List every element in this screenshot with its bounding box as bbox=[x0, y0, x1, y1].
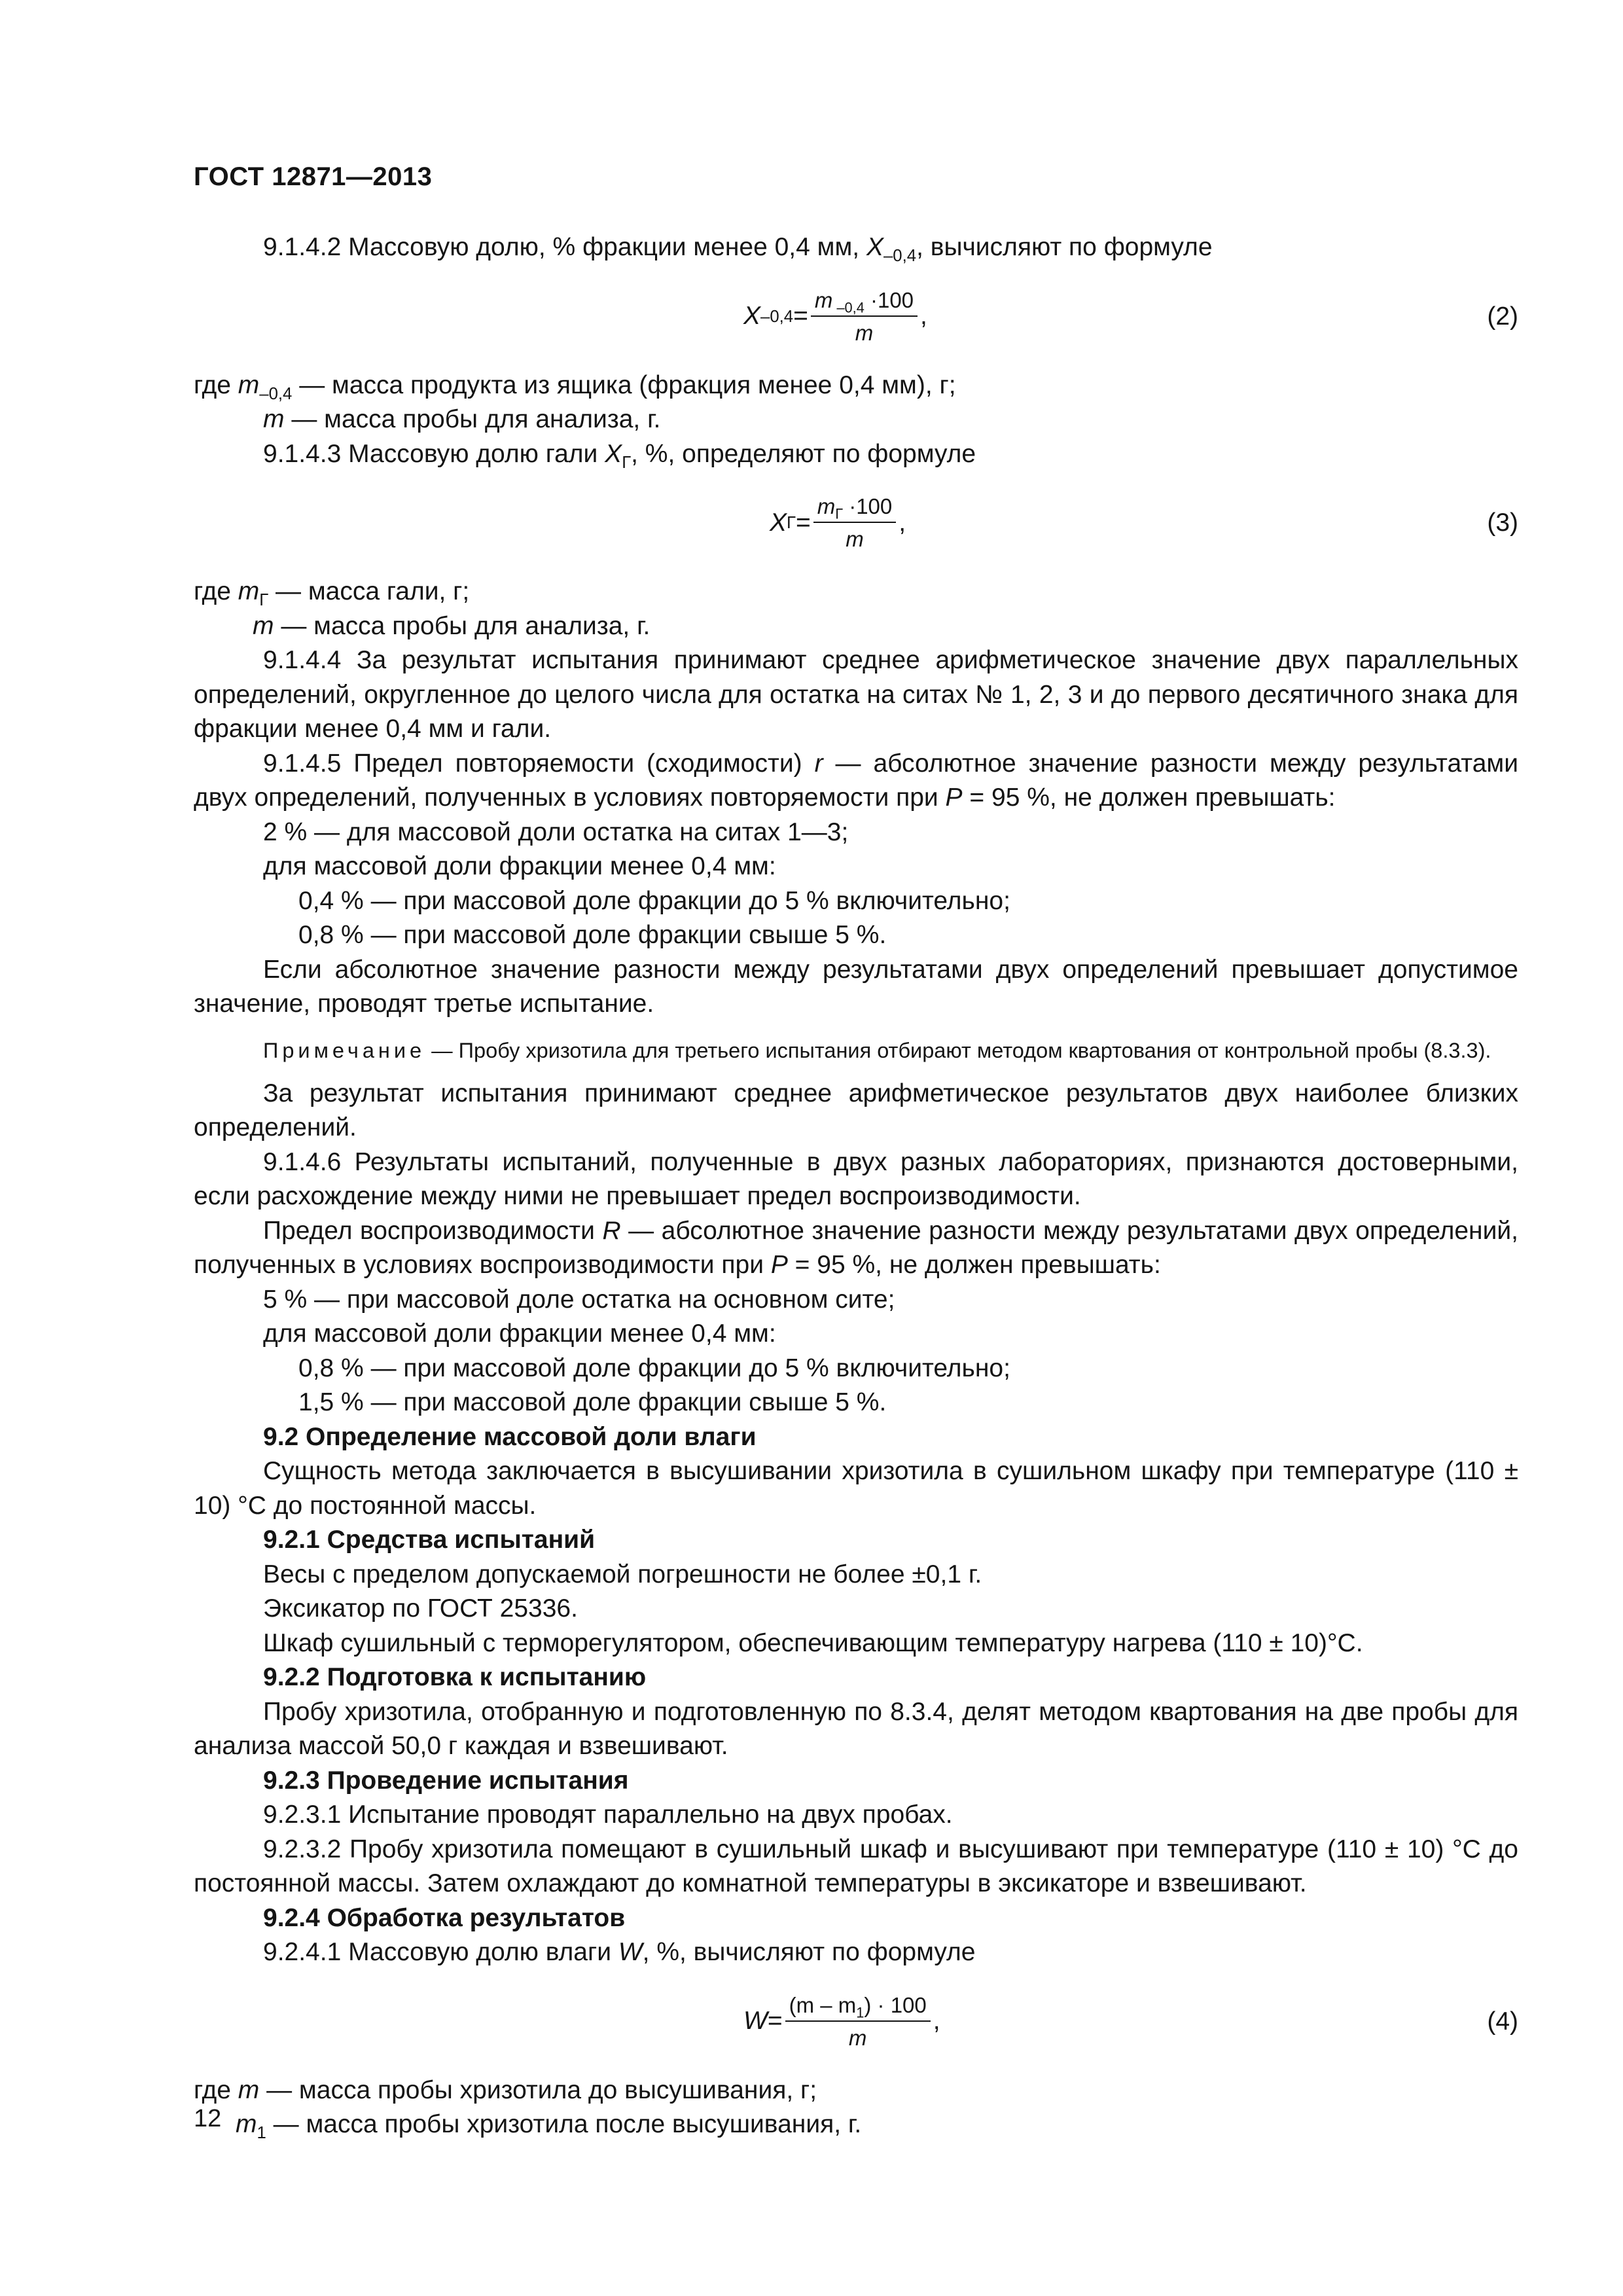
paragraph-9-1-4-2: 9.1.4.2 Массовую долю, % фракции менее 0,4 мм, $X_{-0,4}$, вычисляют по формуле bbox=[263, 233, 1213, 265]
section-heading-9-2-2: 9.2.2 Подготовка к испытанию bbox=[263, 1663, 647, 1691]
paragraph-oven: Шкаф сушильный с терморегулятором, обеспечивающим температуру нагрева (110 ± 10)°С. bbox=[263, 1628, 1363, 1657]
page-number: 12 bbox=[194, 2105, 222, 2132]
paragraph-9-1-4-4: 9.1.4.4 За результат испытания принимают среднее арифметическое значение двух параллельных определений, округленное до целого числа для остатка на ситах № 1, 2, 3 и до первого десятичного знака для фракции менее 0,4 мм и гали. bbox=[194, 646, 1518, 743]
paragraph-9-1-4-6: 9.1.4.6 Результаты испытаний, полученные в двух разных лабораториях, признаются достоверными, если расхождение между ними не превышает предел воспроизводимости. bbox=[194, 1147, 1518, 1210]
formula-number: (4) bbox=[1487, 2007, 1518, 2036]
paragraph-desiccator: Эксикатор по ГОСТ 25336. bbox=[263, 1594, 578, 1623]
list-item: 1,5 % — при массовой доле фракции свыше 5 %. bbox=[298, 1388, 887, 1416]
fraction: $\frac{m_Г \cdot 100}{m}$ bbox=[813, 493, 897, 553]
where-clause: $m_1$ — масса пробы хризотила после высушивания, г. bbox=[236, 2110, 862, 2142]
where-clause: где $m_Г$ — масса гали, г; bbox=[194, 577, 470, 609]
paragraph-9-1-4-3: 9.1.4.3 Массовую долю гали $X_Г$, %, определяют по формуле bbox=[263, 439, 976, 472]
note: Примечание — Пробу хризотила для третьего испытания отбирают методом квартования от контрольной пробы (8.3.3). bbox=[263, 1038, 1491, 1062]
paragraph-scales: Весы с пределом допускаемой погрешности не более ±0,1 г. bbox=[263, 1560, 982, 1588]
fraction: $\frac{(m - m_1) \cdot 100}{m}$ bbox=[785, 1992, 931, 2052]
formula-2: X –0,4 = $\frac{m _{-0,4} \cdot 100}{m}$ , (2) bbox=[194, 265, 1518, 368]
list-item: 5 % — при массовой доле остатка на основном сите; bbox=[263, 1285, 895, 1314]
section-heading-9-2: 9.2 Определение массовой доли влаги bbox=[263, 1422, 757, 1451]
formula-number: (3) bbox=[1487, 508, 1518, 537]
paragraph-if: Если абсолютное значение разности между результатами двух определений превышает допустимое значение, проводят третье испытание. bbox=[194, 955, 1518, 1018]
list-item: 0,8 % — при массовой доле фракции свыше 5 %. bbox=[298, 921, 887, 949]
formula-number: (2) bbox=[1487, 302, 1518, 331]
list-item: 0,4 % — при массовой доле фракции до 5 % включительно; bbox=[298, 886, 1010, 915]
section-heading-9-2-3: 9.2.3 Проведение испытания bbox=[263, 1766, 629, 1795]
paragraph-9-2-2: Пробу хризотила, отобранную и подготовленную по 8.3.4, делят методом квартования на две пробы для анализа массой 50,0 г каждая и взвешивают. bbox=[194, 1697, 1518, 1760]
formula-3: X Г = $\frac{m_Г \cdot 100}{m}$ , (3) bbox=[194, 471, 1518, 575]
fraction: $\frac{m _{-0,4} \cdot 100}{m}$ bbox=[811, 287, 918, 347]
where-clause: m — масса пробы для анализа, г. bbox=[263, 405, 661, 433]
list-item: 0,8 % — при массовой доле фракции до 5 % включительно; bbox=[298, 1354, 1010, 1382]
section-heading-9-2-4: 9.2.4 Обработка результатов bbox=[263, 1903, 626, 1932]
where-clause: m — масса пробы для анализа, г. bbox=[253, 611, 651, 640]
list-item: для массовой доли фракции менее 0,4 мм: bbox=[263, 1319, 776, 1348]
paragraph-9-2: Сущность метода заключается в высушивании хризотила в сушильном шкафу при температуре (110 ± 10) °С до постоянной массы. bbox=[194, 1457, 1518, 1520]
paragraph-9-2-4-1: 9.2.4.1 Массовую долю влаги W, %, вычисляют по формуле bbox=[263, 1938, 976, 1966]
paragraph-9-2-3-1: 9.2.3.1 Испытание проводят параллельно на двух пробах. bbox=[263, 1801, 953, 1829]
standard-header: ГОСТ 12871—2013 bbox=[194, 162, 433, 191]
paragraph-reproducibility: Предел воспроизводимости R — абсолютное значение разности между результатами двух определений, полученных в условиях воспроизводимости при P = 95 %, не должен превышать: bbox=[194, 1216, 1518, 1279]
paragraph-9-1-4-5: 9.1.4.5 Предел повторяемости (сходимости) r — абсолютное значение разности между результатами двух определений, полученных в условиях повторяемости при P = 95 %, не должен превышать: bbox=[194, 749, 1518, 812]
list-item: 2 % — для массовой доли остатка на ситах 1—3; bbox=[263, 817, 849, 846]
paragraph-9-2-3-2: 9.2.3.2 Пробу хризотила помещают в сушильный шкаф и высушивают при температуре (110 ± 10) °С до постоянной массы. Затем охлаждают до комнатной температуры в эксикаторе и взвешивают. bbox=[194, 1835, 1518, 1897]
where-clause: где $m_{-0,4}$ — масса продукта из ящика (фракция менее 0,4 мм), г; bbox=[194, 370, 956, 403]
formula-4: W = $\frac{(m - m_1) \cdot 100}{m}$ , (4) bbox=[194, 1970, 1518, 2073]
section-heading-9-2-1: 9.2.1 Средства испытаний bbox=[263, 1526, 596, 1554]
document-body bbox=[194, 230, 1518, 2142]
paragraph-result: За результат испытания принимают среднее арифметическое результатов двух наиболее близких определений. bbox=[194, 1079, 1518, 1141]
list-item: для массовой доли фракции менее 0,4 мм: bbox=[263, 852, 776, 880]
note-label: Примечание bbox=[263, 1038, 426, 1062]
where-clause: где m — масса пробы хризотила до высушивания, г; bbox=[194, 2075, 817, 2104]
